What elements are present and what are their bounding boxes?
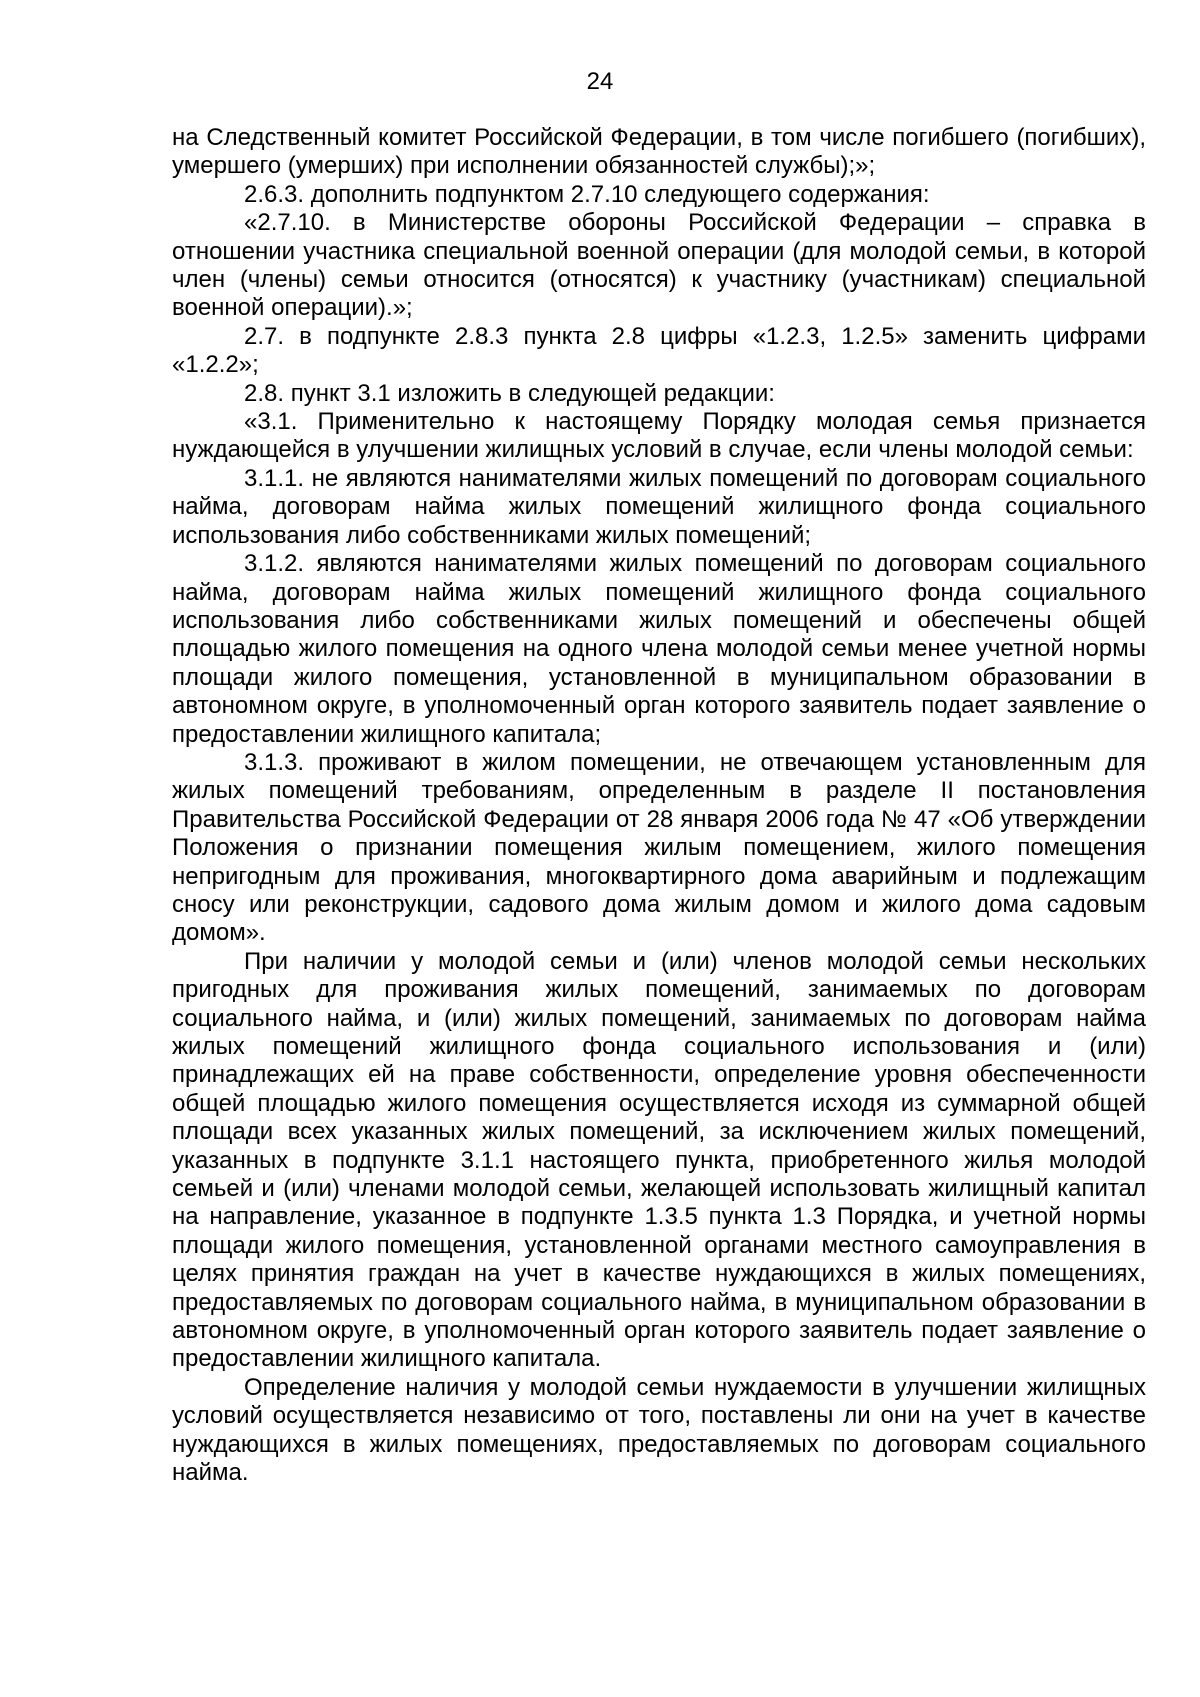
paragraph-2-7: 2.7. в подпункте 2.8.3 пункта 2.8 цифры «1.2.3, 1.2.5» заменить цифрами «1.2.2»; xyxy=(172,322,1146,379)
document-body xyxy=(172,124,1146,1488)
paragraph-3-1-1: 3.1.1. не являются нанимателями жилых помещений по договорам социального найма, договорам найма жилых помещений жилищного фонда социального использования либо собственниками жилых помещений; xyxy=(172,464,1146,549)
paragraph-3-1-3: 3.1.3. проживают в жилом помещении, не отвечающем установленным для жилых помещений требованиям, определенным в разделе II постановления Правительства Российской Федерации от 28 января 2006 года № 47 «Об утверждении Положения о признании помещения жилым помещением, жилого помещения непригодным для проживания, многоквартирного дома аварийным и подлежащим сносу или реконструкции, садового дома жилым домом и жилого дома садовым домом». xyxy=(172,748,1146,947)
paragraph-continuation: на Следственный комитет Российской Федерации, в том числе погибшего (погибших), умершего (умерших) при исполнении обязанностей службы);»; xyxy=(172,124,1146,180)
paragraph-2-7-10: «2.7.10. в Министерстве обороны Российской Федерации – справка в отношении участника специальной военной операции (для молодой семьи, в которой член (члены) семьи относится (относятся) к участнику (участникам) специальной военной операции).»; xyxy=(172,209,1146,322)
page-number: 24 xyxy=(586,68,614,95)
paragraph-2-8: 2.8. пункт 3.1 изложить в следующей редакции: xyxy=(244,379,775,407)
paragraph-multiple-dwellings: При наличии у молодой семьи и (или) членов молодой семьи нескольких пригодных для проживания жилых помещений, занимаемых по договорам социального найма, и (или) жилых помещений, занимаемых по договорам найма жилых помещений жилищного фонда социального использования и (или) принадлежащих ей на праве собственности, определение уровня обеспеченности общей площадью жилого помещения осуществляется исходя из суммарной общей площади всех указанных жилых помещений, за исключением жилых помещений, указанных в подпункте 3.1.1 настоящего пункта, приобретенного жилья молодой семьей и (или) членами молодой семьи, желающей использовать жилищный капитал на направление, указанное в подпункте 1.3.5 пункта 1.3 Порядка, и учетной нормы площади жилого помещения, установленной органами местного самоуправления в целях принятия граждан на учет в качестве нуждающихся в жилых помещениях, предоставляемых по договорам социального найма, в муниципальном образовании в автономном округе, в уполномоченный орган которого заявитель подает заявление о предоставлении жилищного капитала. xyxy=(172,947,1146,1373)
paragraph-need-determination: Определение наличия у молодой семьи нуждаемости в улучшении жилищных условий осуществляется независимо от того, поставлены ли они на учет в качестве нуждающихся в жилых помещениях, предоставляемых по договорам социального найма. xyxy=(172,1373,1146,1487)
paragraph-3-1-2: 3.1.2. являются нанимателями жилых помещений по договорам социального найма, договорам найма жилых помещений жилищного фонда социального использования либо собственниками жилых помещений и обеспечены общей площадью жилого помещения на одного члена молодой семьи менее учетной нормы площади жилого помещения, установленной в муниципальном образовании в автономном округе, в уполномоченный орган которого заявитель подает заявление о предоставлении жилищного капитала; xyxy=(172,550,1146,748)
paragraph-2-6-3: 2.6.3. дополнить подпунктом 2.7.10 следующего содержания: xyxy=(244,180,930,208)
paragraph-3-1: «3.1. Применительно к настоящему Порядку молодая семья признается нуждающейся в улучшении жилищных условий в случае, если члены молодой семьи: xyxy=(172,408,1146,464)
